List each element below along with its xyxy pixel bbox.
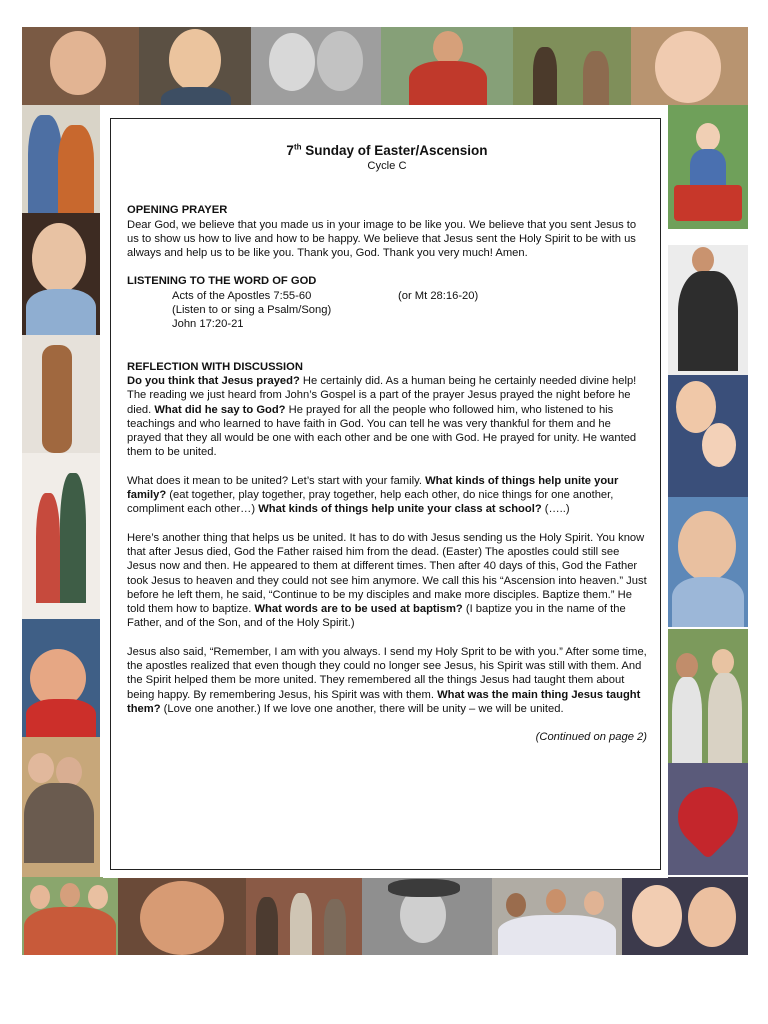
photo-red-heart — [668, 763, 748, 875]
gospel-reading: John 17:20-21 — [172, 318, 244, 331]
reflection-paragraph-2 — [127, 474, 647, 517]
photo-hands — [22, 335, 100, 453]
photo-crying-baby — [22, 619, 100, 737]
photo-blond-boy — [139, 27, 251, 105]
reflection-heading: REFLECTION WITH DISCUSSION — [127, 360, 303, 373]
paragraph-text: (Love one another.) If we love one another, there will be unity – we will be united. — [160, 702, 564, 715]
content-box — [110, 118, 661, 870]
photo-grandparents — [22, 737, 100, 877]
title-number: 7 — [286, 143, 294, 158]
paragraph-text: He certainly did. As a human being he certainly needed divine help! The reading we just heard from John’s Gospel is a part of the prayer Jesus prayed the night before he died. — [127, 374, 637, 416]
listening-heading: LISTENING TO THE WORD OF GOD — [127, 275, 317, 288]
photo-child-hiding-face — [118, 877, 246, 955]
photo-family-hug — [668, 245, 748, 377]
lesson-text — [127, 143, 647, 745]
paragraph-text: (I baptize you in the name of the Father, and of the Son, and of the Holy Spirit.) — [127, 603, 626, 630]
photo-kids-on-steps — [246, 877, 362, 955]
psalm-line: (Listen to or sing a Psalm/Song) — [172, 304, 332, 317]
page-title — [127, 143, 647, 159]
question: What words are to be used at baptism? — [254, 603, 463, 616]
reading-1-alternate: (or Mt 28:16-20) — [398, 289, 479, 302]
readings-list — [172, 289, 647, 332]
question: What kinds of things help unite your family? — [127, 474, 619, 502]
reflection-paragraph-3 — [127, 531, 647, 631]
question: What kinds of things help unite your class at school? — [258, 503, 542, 516]
photo-girl-smiling — [22, 213, 100, 335]
paragraph-text: (…..) — [541, 503, 570, 516]
paragraph-text: (eat together, play together, pray together, help each other, do nice things for one another, compliment each other…) — [127, 489, 614, 516]
photo-teens-outdoors — [668, 629, 748, 763]
paragraph-text: What does it mean to be united? Let’s start with your family. — [127, 474, 426, 487]
opening-prayer-text: Dear God, we believe that you made us in your image to be like you. We believe that you sent Jesus to us to show us how to live and how to be happy. We believe that Jesus sent the Holy Spirit to be with us always and help us to be like you. Thank you, God. Thank you very much! Amen. — [127, 218, 637, 260]
question: Do you think that Jesus prayed? — [127, 374, 300, 387]
title-text: Sunday of Easter/Ascension — [301, 143, 488, 158]
photo-three-kids — [22, 877, 118, 955]
paragraph-text: Jesus also said, “Remember, I am with you always. I send my Holy Sprit to be with you.” After some time, the apostles realized that even though they could no longer see Jesus, his Spirit was still with them. And the Spirit helped them be more united. They remembered all the things Jesus had taught them about being happy. By remembering Jesus, his Spirit was with them. — [127, 645, 647, 701]
photo-pouting-girl — [631, 27, 748, 105]
photo-group-of-kids — [492, 877, 622, 955]
reflection-paragraph-4 — [127, 645, 647, 716]
reading-1: Acts of the Apostles 7:55-60 — [172, 289, 312, 302]
paragraph-text: Here’s another thing that helps us be united. It has to do with Jesus sending us the Holy Spirit. You know that after Jesus died, God the Father raised him from the dead. (Easter) The apostles could still see Jesus now and then. He appeared to them at different times. Then after 40 days of this, God the Father took Jesus to heaven and they could not see him anymore. We call this his “Ascension into heaven.” Just before he left them, he said, “Continue to be my disciples and make more disciples. Baptize them.” He told them how to baptize. — [127, 531, 647, 616]
reflection-paragraph-1 — [127, 374, 647, 460]
photo-kids-outdoors — [513, 27, 631, 105]
opening-prayer-heading: OPENING PRAYER — [127, 204, 228, 217]
photo-two-girls-bw — [251, 27, 381, 105]
photo-boy-thinking — [22, 27, 139, 105]
photo-two-sisters — [22, 453, 100, 619]
photo-girl-chin-hand — [668, 497, 748, 627]
question: What was the main thing Jesus taught them? — [127, 688, 641, 715]
continued-note: (Continued on page 2) — [535, 731, 647, 744]
photo-toddler-wagon — [668, 105, 748, 229]
question: What did he say to God? — [154, 403, 286, 416]
document-page — [103, 106, 668, 878]
title-ordinal: th — [293, 142, 302, 152]
paragraph-text: He prayed for all the people who followed him, who listened to his teachings and who learned to have faith in God. You can tell he was very thankful for them and he prayed that they all would be one with each other and be one with God. He prayed for unity. He wanted them to be united. — [127, 403, 637, 459]
photo-mother-daughter — [668, 375, 748, 497]
page-subtitle: Cycle C — [367, 160, 407, 172]
photo-mother-pregnant — [22, 105, 100, 213]
photo-boy-hat-bw — [362, 877, 492, 955]
photo-boy-shouting — [381, 27, 513, 105]
photo-two-girls — [622, 877, 748, 955]
